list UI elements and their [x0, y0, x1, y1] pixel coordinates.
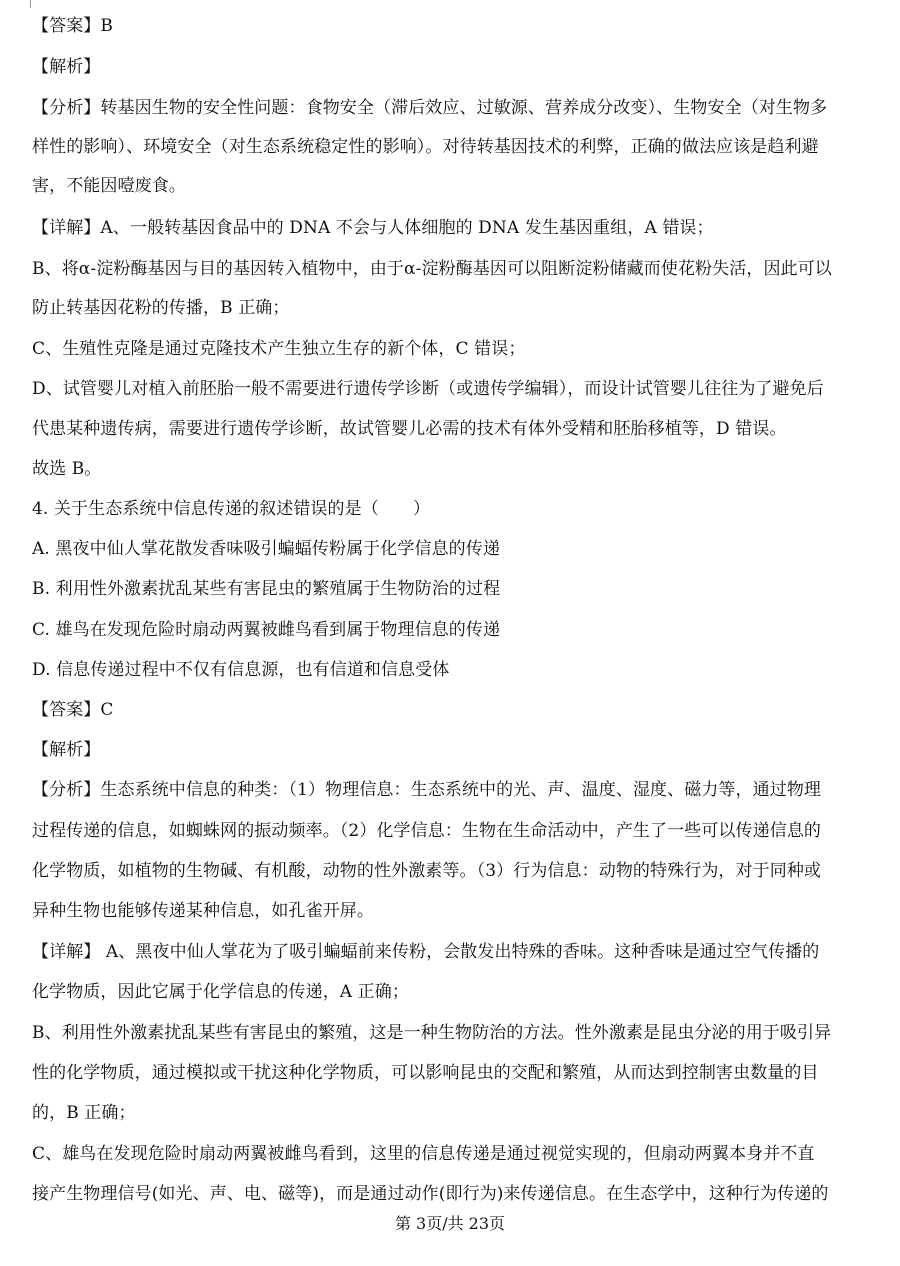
text-line-answer: 【答案】C [32, 700, 114, 720]
text-line: 的，B 正确； [32, 1103, 136, 1123]
text-line: 代患某种遗传病，需要进行遗传学诊断，故试管婴儿必需的技术有体外受精和胚胎移植等，D 错误。 [32, 419, 787, 439]
text-line: B、利用性外激素扰乱某些有害昆虫的繁殖，这是一种生物防治的方法。性外激素是昆虫分泌的用于吸引异 [32, 1023, 832, 1043]
page-number-footer: 第 3页/共 23页 [394, 1214, 506, 1233]
text-line: 过程传递的信息，如蜘蛛网的振动频率。（2）化学信息：生物在生命活动中，产生了一些可以传递信息的 [32, 821, 822, 841]
option-b: B. 利用性外激素扰乱某些有害昆虫的繁殖属于生物防治的过程 [32, 579, 501, 599]
text-line: 化学物质，因此它属于化学信息的传递，A 正确； [32, 982, 409, 1002]
text-line: B、将α-淀粉酶基因与目的基因转入植物中，由于α-淀粉酶基因可以阻断淀粉储藏而使花粉失活，因此可以 [32, 259, 832, 279]
text-line: 异种生物也能够传递某种信息，如孔雀开屏。 [32, 901, 374, 921]
text-line: 化学物质，如植物的生物碱、有机酸，动物的性外激素等。（3）行为信息：动物的特殊行为，对于同种或 [32, 861, 822, 881]
text-line: 故选 B。 [32, 459, 102, 479]
option-a: A. 黑夜中仙人掌花散发香味吸引蝙蝠传粉属于化学信息的传递 [32, 539, 500, 559]
question-stem: 4. 关于生态系统中信息传递的叙述错误的是（ ） [32, 499, 431, 519]
text-line: 害，不能因噎废食。 [32, 176, 186, 196]
page-edge-mark [30, 0, 31, 8]
text-line: 【分析】生态系统中信息的种类：（1）物理信息：生态系统中的光、声、温度、湿度、磁力等，通过物理 [32, 780, 822, 800]
text-line: 【详解】 A、黑夜中仙人掌花为了吸引蝙蝠前来传粉，会散发出特殊的香味。这种香味是通过空气传播的 [32, 942, 820, 962]
text-line: 接产生物理信号(如光、声、电、磁等)，而是通过动作(即行为)来传递信息。在生态学中，这种行为传递的 [32, 1184, 829, 1204]
text-line: D、试管婴儿对植入前胚胎一般不需要进行遗传学诊断（或遗传学编辑），而设计试管婴儿往往为了避免后 [32, 379, 824, 399]
text-line: C、雄鸟在发现危险时扇动两翼被雌鸟看到，这里的信息传递是通过视觉实现的，但扇动两翼本身并不直 [32, 1144, 815, 1164]
text-line: 样性的影响）、环境安全（对生态系统稳定性的影响）。对待转基因技术的利弊，正确的做法应该是趋利避 [32, 137, 819, 157]
text-line: 防止转基因花粉的传播，B 正确； [32, 298, 290, 318]
text-line: C、生殖性克隆是通过克隆技术产生独立生存的新个体，C 错误； [32, 339, 526, 359]
text-line-answer: 【答案】B [32, 16, 113, 36]
option-c: C. 雄鸟在发现危险时扇动两翼被雌鸟看到属于物理信息的传递 [32, 620, 501, 640]
text-line-analysis-heading: 【解析】 [32, 740, 101, 760]
text-line: 【分析】转基因生物的安全性问题：食物安全（滞后效应、过敏源、营养成分改变）、生物安全（对生物多 [32, 98, 828, 118]
text-line-analysis-heading: 【解析】 [32, 57, 101, 77]
text-line: 【详解】A、一般转基因食品中的 DNA 不会与人体细胞的 DNA 发生基因重组，A 错误； [32, 218, 714, 238]
text-line: 性的化学物质，通过模拟或干扰这种化学物质，可以影响昆虫的交配和繁殖，从而达到控制害虫数量的目 [32, 1063, 819, 1083]
option-d: D. 信息传递过程中不仅有信息源，也有信道和信息受体 [32, 660, 450, 680]
